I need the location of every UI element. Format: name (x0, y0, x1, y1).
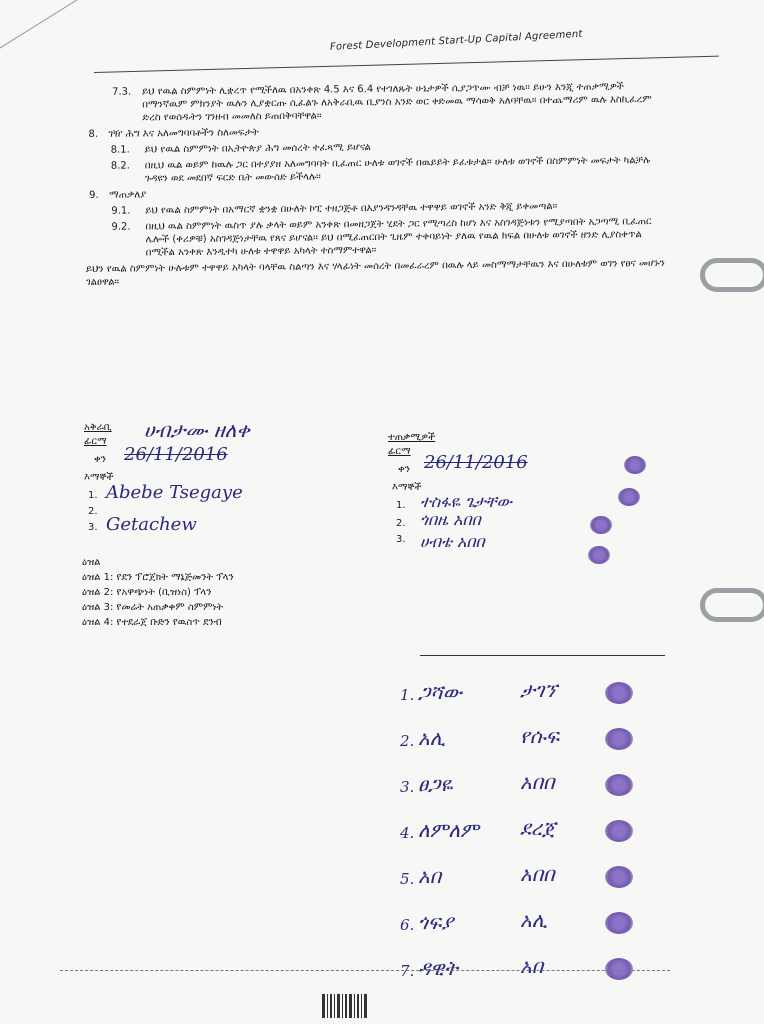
closing-statement: ይህን የዉል ስምምነት ሁሉቱም ተዋዋይ አካላት ባላቸዉ ስልጣን እና ሃላፊነት መሰረት በመፈራረም በዉሉ ላይ መስማማታቸዉን እና በሁለቱም ወገን የፀና መሆኑን ገልፀዋል። (85, 257, 665, 288)
member-name: ለምለም (418, 818, 479, 842)
supplier-label: አቅራቢ (84, 422, 112, 433)
supplier-signature: ሀብታሙ ዘለቀ (144, 418, 250, 442)
members-rule (420, 655, 665, 656)
attachment-item: ዕዝል 4: የተደራጀ ቡድን የዉስጥ ደንብ (82, 617, 222, 628)
thumbprint-stamp (605, 820, 633, 842)
thumbprint-stamp (588, 546, 610, 564)
beneficiary-witness-1: ተስፋዬ ጌታቸው (420, 492, 513, 511)
supplier-date: 26/11/2016 (124, 444, 228, 465)
thumbprint-stamp (605, 774, 633, 796)
member-row: 4. ለምለም ደረጀ (400, 810, 660, 856)
member-father-name: አሊ (520, 908, 548, 932)
thumbprint-stamp (605, 682, 633, 704)
supplier-signature-label: ፊርማ (84, 436, 107, 447)
member-row: 3. ፀጋዬ አበበ (400, 764, 660, 810)
member-father-name: የሱፍ (520, 724, 560, 748)
thumbprint-stamp (624, 456, 646, 474)
header-rule (94, 56, 719, 73)
member-name: አሊ (418, 726, 446, 750)
beneficiary-date-label: ቀን (398, 464, 410, 475)
member-name: አበ (418, 864, 442, 888)
beneficiary-signature-label: ፊርማ (388, 446, 411, 457)
section-8-title: 8. ገዥ ሕግ እና አለመግባባቶችን ስለመፍታት (88, 127, 259, 140)
clause-8-1: 8.1. ይህ የዉል ስምምነት በኢትዮጵያ ሕግ መሰረት ተፈጻሚ ይሆናል (110, 141, 371, 156)
member-father-name: አበ (520, 954, 544, 978)
member-name: ጎፍያ (418, 910, 454, 934)
supplier-witnesses-label: እማኞች (84, 472, 114, 483)
clause-9-1: 9.1. ይህ የዉል ስምምነት በአማርኛ ቋንቋ በሁለት ኮፒ ተዘጋጅቶ በእያንዳንዳቸዉ ተዋዋይ ወገኖች አንድ ቅጂ ይቀመጣል። (111, 201, 558, 217)
beneficiary-date: 26/11/2016 (424, 452, 528, 473)
binder-ring-icon (700, 588, 764, 622)
fold-mark (0, 0, 99, 61)
attachments-label: ዕዝል (82, 557, 101, 568)
thumbprint-stamp (605, 728, 633, 750)
thumbprint-stamp (605, 866, 633, 888)
member-father-name: አበበ (520, 770, 555, 794)
beneficiary-witness-2: ጎበዜ አበበ (420, 510, 481, 529)
section-9-title: 9. ማጠቃለያ (89, 189, 147, 201)
member-name: ዳዊት (418, 956, 458, 980)
attachment-item: ዕዝል 3: የመሬት አጠቃቀም ስምምነት (82, 602, 224, 613)
thumbprint-stamp (618, 488, 640, 506)
member-row: 7. ዳዊት አበ (400, 948, 660, 994)
member-father-name: ደረጀ (520, 816, 556, 840)
member-row: 5. አበ አበበ (400, 856, 660, 902)
beneficiary-label: ተጠቃሚዎች (388, 432, 436, 443)
member-name: ፀጋዬ (418, 772, 453, 796)
clause-9-2: 9.2. በዚህ ዉል ስምምነት ዉስጥ ያሉ ቃላት ወይም አንቀጽ በመዘጋጀት ሂደት ጋር የሚጣረስ ከሆነ እና አስገዳጅነቱን የሚያጣበት አጋጣሚ ቢፈጠር ሌሎች (ቀሪዎቹ) አስገዳጅነታቸዉ የጸና ይሆናል። ይህ በሚፈጠርበት ጊዜም ተቀባይነት ያለዉ የዉል ክፍል በሁለቱ ወገኖች ዘንድ ሊያስቀጥል በሚችል አንቀጽ እንዲተካ ሁለቱ ተዋዋይ አካላት ተስማምተዋል። (111, 216, 652, 259)
member-father-name: አበበ (520, 862, 555, 886)
barcode-icon (322, 994, 374, 1018)
agreement-body (84, 80, 686, 289)
binder-ring-icon (700, 258, 764, 292)
supplier-witness-3: Getachew (106, 514, 197, 535)
supplier-date-label: ቀን (94, 454, 106, 465)
beneficiary-witnesses-label: እማኞች (392, 482, 422, 493)
thumbprint-stamp (605, 912, 633, 934)
attachment-item: ዕዝል 1: የደን ፕሮጀክት ማኔጅመንት ፕላን (82, 572, 234, 583)
member-name: ጋሻው (418, 680, 462, 704)
member-father-name: ታገኘ (520, 678, 558, 702)
page-header: Forest Development Start-Up Capital Agreement (329, 28, 583, 53)
thumbprint-stamp (605, 958, 633, 980)
member-row: 2. አሊ የሱፍ (400, 718, 660, 764)
beneficiary-witness-3: ሀብቴ አበበ (420, 532, 485, 551)
bottom-divider (60, 970, 670, 971)
member-row: 1. ጋሻው ታገኘ (400, 672, 660, 718)
attachments-list (82, 555, 234, 630)
group-members-list (400, 672, 660, 994)
clause-8-2: 8.2. በዚህ ዉል ወይም ከዉሉ ጋር በተያያዘ አለመግባባት ቢፈጠር ሁለቱ ወገኖች በዉይይት ይፈቱታል። ሁለቱ ወገኖች በስምምነት መፍታት ካልቻሉ ጉዳዩን ወደ መደበኛ ፍርድ ቤት መውሰድ ይችላሉ። (110, 155, 651, 185)
attachment-item: ዕዝል 2: የአዋጭነት (ቢዝነስ) ፕላን (82, 587, 212, 598)
member-row: 6. ጎፍያ አሊ (400, 902, 660, 948)
thumbprint-stamp (590, 516, 612, 534)
supplier-witness-1: Abebe Tsegaye (106, 482, 243, 503)
signature-block: አቅራቢ ፊርማ ሀብታሙ ዘለቀ ቀን 26/11/2016 እማኞች 1. Abebe Tsegaye 2. 3. Getachew ተጠቃሚዎች ፊርማ ቀን 26/11/2016 እማኞች 1. ተስፋዬ ጌታቸው 2. ጎበዜ አበበ 3. ሀብቴ አበበ (84, 420, 704, 620)
clause-7-3: 7.3. ይህ የዉል ስምምነት ሊቋረጥ የሚችለዉ በአንቀጽ 4.5 እና 6.4 የተገለጹት ሁኔታዎች ሲያጋጥሙ ብቻ ነዉ። ይሁን እንጂ ተጠቃሚዎች በማንኛዉም ምክንያት ዉሉን ሊያቋርጡ ሲፈልጉ ለአቅራቢዉ ቢያንስ አንድ ወር ቀድመዉ ማሳወቅ አለባቸዉ። በተጨማሪም ዉሉ እስኪፈረም ድረስ የወሰዱትን ገንዘብ መመለስ ይጠበቅባቸዋል። (112, 81, 652, 124)
